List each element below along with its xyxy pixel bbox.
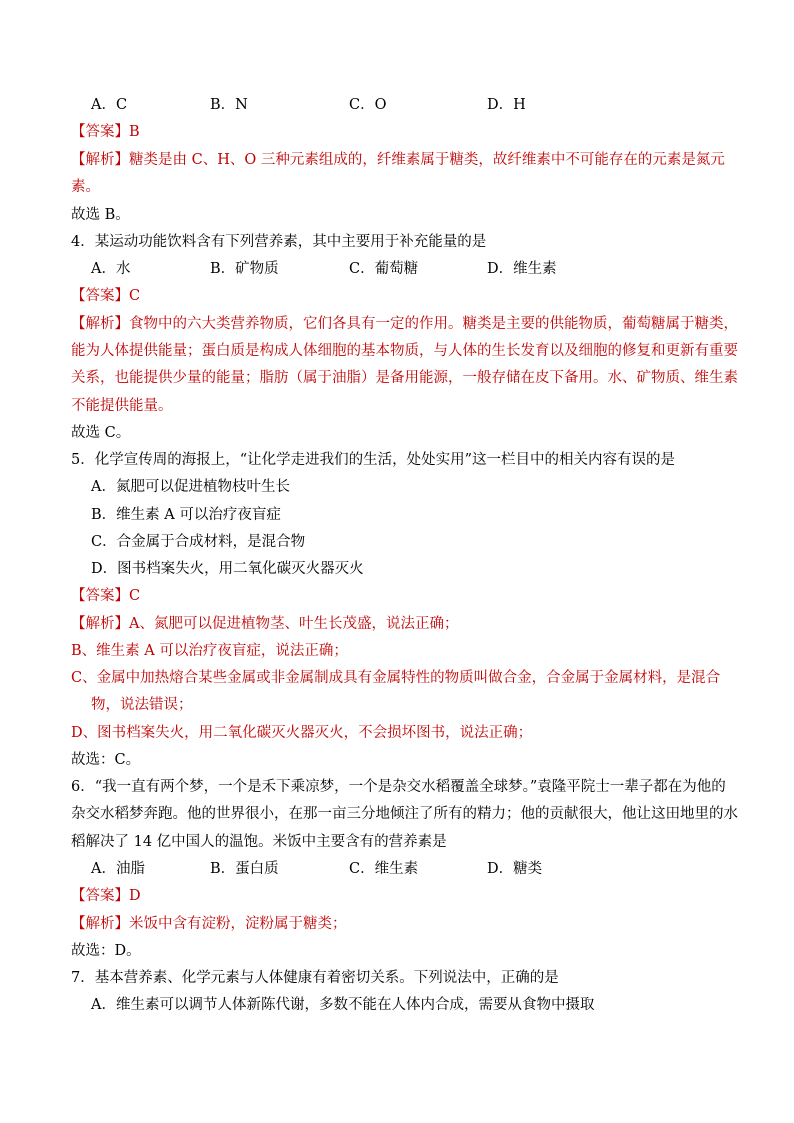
q6-stem-line: 杂交水稻梦奔跑。他的世界很小，在那一亩三分地倾注了所有的精力；他的贡献很大，他让这田地里的水 bbox=[71, 806, 738, 822]
answer-value: B bbox=[129, 124, 140, 140]
q4-analysis-line bbox=[71, 314, 738, 334]
q4-stem: 4．某运动功能饮料含有下列营养素，其中主要用于补充能量的是 bbox=[71, 234, 487, 250]
q3-answer bbox=[71, 122, 140, 142]
q4-conclusion: 故选 C。 bbox=[71, 425, 131, 441]
q4-option-c: C．葡萄糖 bbox=[349, 261, 419, 277]
q3-option-d: D．H bbox=[487, 97, 526, 113]
answer-value: C bbox=[129, 288, 141, 304]
answer-value: D bbox=[129, 888, 141, 904]
q5-option-c: C．合金属于合成材料，是混合物 bbox=[91, 534, 306, 550]
answer-tag: 【答案】 bbox=[71, 888, 129, 904]
q4-analysis-line: 不能提供能量。 bbox=[71, 398, 173, 414]
q5-analysis-line: D、图书档案失火，用二氧化碳灭火器灭火，不会损坏图书，说法正确； bbox=[71, 725, 533, 741]
q5-analysis-line: B、维生素 A 可以治疗夜盲症，说法正确； bbox=[71, 643, 348, 659]
analysis-text: 食物中的六大类营养物质，它们各具有一定的作用。糖类是主要的供能物质，葡萄糖属于糖类， bbox=[129, 316, 738, 332]
answer-tag: 【答案】 bbox=[71, 588, 129, 604]
q4-answer bbox=[71, 286, 140, 306]
q6-option-b: B．蛋白质 bbox=[210, 861, 279, 877]
q5-option-a: A．氮肥可以促进植物枝叶生长 bbox=[91, 479, 290, 495]
q3-analysis-line bbox=[71, 150, 725, 170]
q4-option-b: B．矿物质 bbox=[210, 261, 279, 277]
analysis-tag: 【解析】 bbox=[71, 616, 129, 632]
q6-analysis-line bbox=[71, 914, 347, 934]
q5-analysis-line bbox=[71, 614, 458, 634]
q6-option-d: D．糖类 bbox=[487, 861, 543, 877]
q7-stem: 7．基本营养素、化学元素与人体健康有着密切关系。下列说法中，正确的是 bbox=[71, 970, 559, 986]
answer-tag: 【答案】 bbox=[71, 124, 129, 140]
analysis-text: 米饭中含有淀粉，淀粉属于糖类； bbox=[129, 916, 347, 932]
q5-answer bbox=[71, 586, 140, 606]
q6-option-a: A．油脂 bbox=[91, 861, 145, 877]
analysis-tag: 【解析】 bbox=[71, 916, 129, 932]
q5-option-b: B．维生素 A 可以治疗夜盲症 bbox=[91, 507, 281, 523]
q4-analysis-line: 能为人体提供能量；蛋白质是构成人体细胞的基本物质，与人体的生长发育以及细胞的修复和更新有重要 bbox=[71, 343, 738, 359]
q4-option-d: D．维生素 bbox=[487, 261, 557, 277]
q7-option-a: A．维生素可以调节人体新陈代谢，多数不能在人体内合成，需要从食物中摄取 bbox=[91, 997, 595, 1013]
q4-option-a: A．水 bbox=[91, 261, 131, 277]
q3-option-b: B．N bbox=[210, 97, 248, 113]
analysis-tag: 【解析】 bbox=[71, 152, 129, 168]
q6-stem-line: 稻解决了 14 亿中国人的温饱。米饭中主要含有的营养素是 bbox=[71, 834, 447, 850]
q3-option-a: A．C bbox=[91, 97, 128, 113]
q5-analysis-line: 物，说法错误； bbox=[91, 697, 193, 713]
q3-option-c: C．O bbox=[349, 97, 387, 113]
q4-analysis-line: 关系，也能提供少量的能量；脂肪（属于油脂）是备用能源，一般存储在皮下备用。水、矿物质、维生素 bbox=[71, 370, 738, 386]
q6-stem-line: 6．“我一直有两个梦，一个是禾下乘凉梦，一个是杂交水稻覆盖全球梦。”袁隆平院士一辈子都在为他的 bbox=[71, 779, 726, 795]
q6-option-c: C．维生素 bbox=[349, 861, 419, 877]
q5-conclusion: 故选：C。 bbox=[71, 752, 141, 768]
analysis-tag: 【解析】 bbox=[71, 316, 129, 332]
q3-conclusion: 故选 B。 bbox=[71, 207, 130, 223]
analysis-text: 糖类是由 C、H、O 三种元素组成的，纤维素属于糖类，故纤维素中不可能存在的元素是氮元 bbox=[129, 152, 725, 168]
q3-analysis-line: 素。 bbox=[71, 179, 100, 195]
analysis-text: A、氮肥可以促进植物茎、叶生长茂盛，说法正确； bbox=[129, 616, 459, 632]
answer-tag: 【答案】 bbox=[71, 288, 129, 304]
q5-stem: 5．化学宣传周的海报上，“让化学走进我们的生活，处处实用”这一栏目中的相关内容有误的是 bbox=[71, 452, 676, 468]
q5-analysis-line: C、金属中加热熔合某些金属或非金属制成具有金属特性的物质叫做合金，合金属于金属材料，是混合 bbox=[71, 670, 721, 686]
q5-option-d: D．图书档案失火，用二氧化碳灭火器灭火 bbox=[91, 561, 364, 577]
q6-answer bbox=[71, 886, 141, 906]
answer-value: C bbox=[129, 588, 141, 604]
q6-conclusion: 故选：D。 bbox=[71, 943, 141, 959]
